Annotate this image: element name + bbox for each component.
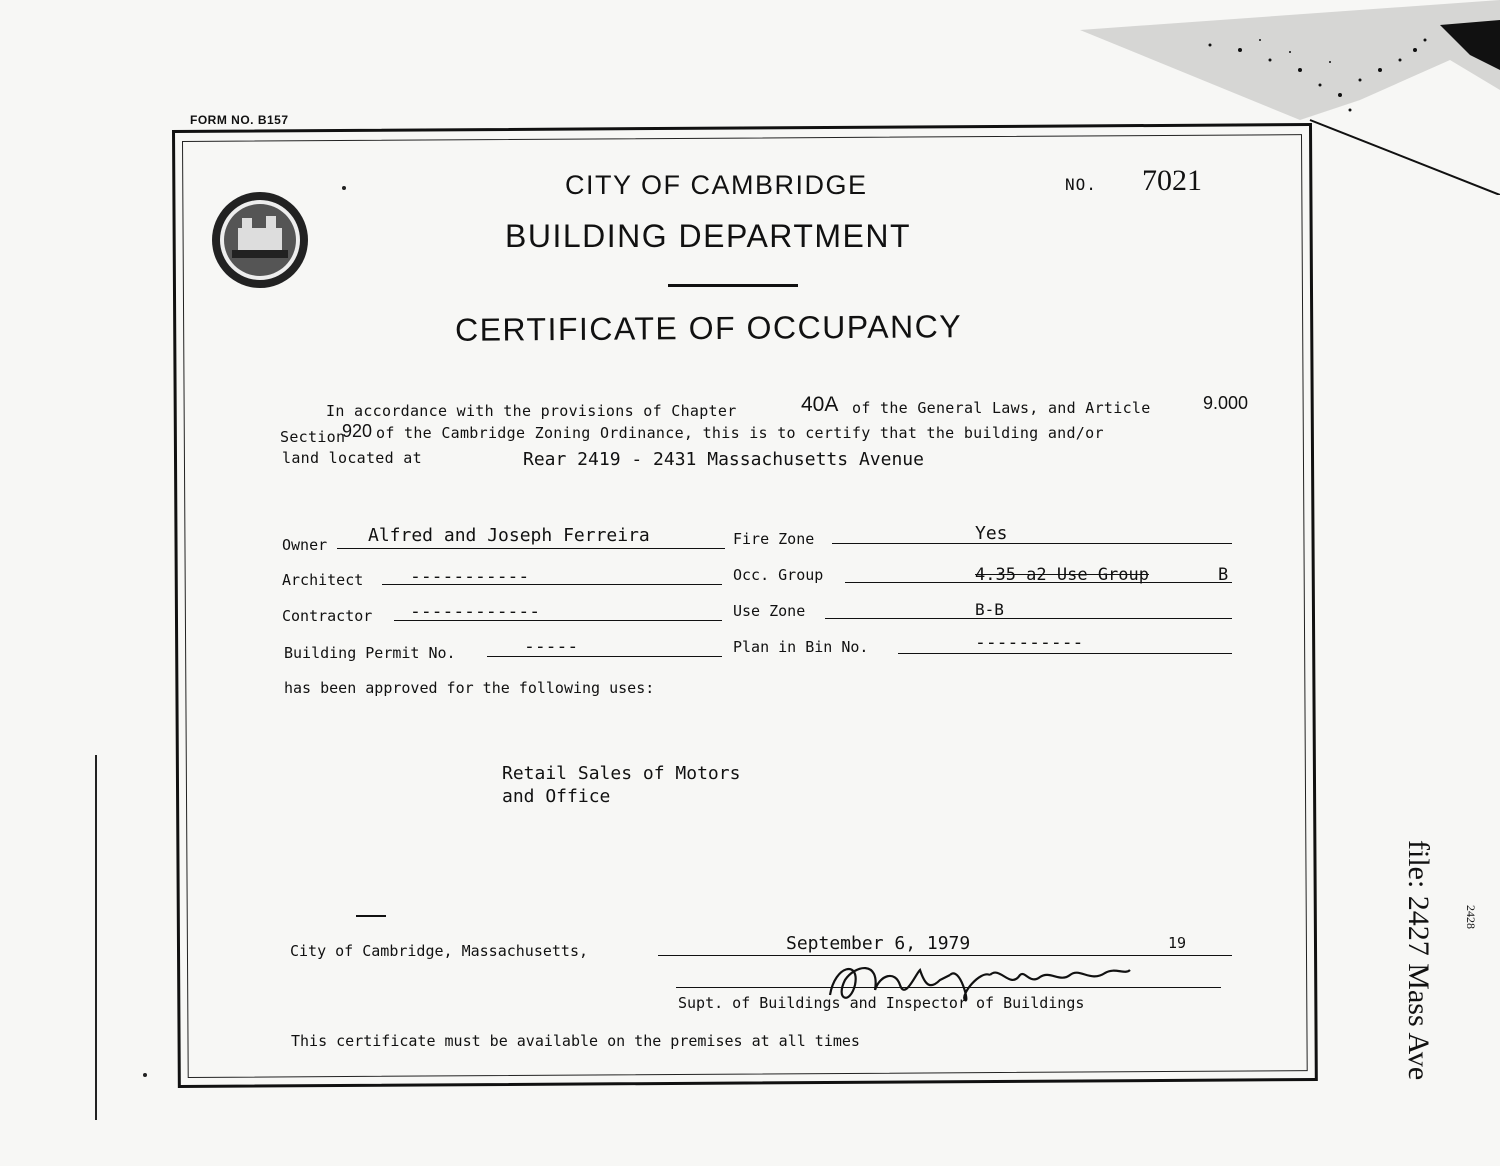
property-address: Rear 2419 - 2431 Massachusetts Avenue — [523, 449, 924, 470]
article-value: 9.000 — [1203, 393, 1249, 413]
section-value: 920 — [342, 421, 373, 441]
margin-small-note: 2428 — [1464, 905, 1478, 929]
owner-value: Alfred and Joseph Ferreira — [368, 525, 650, 546]
occ-group-label: Occ. Group — [733, 566, 824, 584]
stray-mark — [356, 915, 386, 917]
fire-zone-label: Fire Zone — [733, 530, 815, 548]
permit-line — [487, 656, 722, 657]
chapter-value: 40A — [801, 393, 839, 416]
department-heading: BUILDING DEPARTMENT — [505, 218, 912, 254]
plan-bin-value: ---------- — [975, 632, 1084, 653]
certificate-number: 7021 — [1142, 164, 1202, 197]
use-line-2: and Office — [502, 786, 611, 807]
intro-line-1a: In accordance with the provisions of Chapter — [326, 402, 737, 420]
architect-label: Architect — [282, 571, 364, 589]
place-text: City of Cambridge, Massachusetts, — [290, 942, 589, 960]
use-zone-value: B-B — [975, 600, 1004, 619]
signature-line — [676, 987, 1221, 988]
city-seal-icon — [210, 190, 310, 290]
contractor-line — [394, 620, 722, 621]
heading-divider — [668, 284, 798, 287]
form-number: FORM NO. B157 — [190, 113, 289, 127]
architect-value: ----------- — [410, 566, 530, 587]
availability-notice: This certificate must be available on the premises at all times — [291, 1032, 860, 1050]
margin-file-note: file: 2427 Mass Ave — [1402, 840, 1435, 1081]
owner-line — [337, 548, 725, 549]
plan-bin-label: Plan in Bin No. — [733, 638, 869, 656]
contractor-label: Contractor — [282, 607, 373, 625]
plan-bin-line — [898, 653, 1232, 654]
year-prefix: 19 — [1168, 934, 1187, 952]
use-zone-line — [825, 618, 1232, 619]
permit-label: Building Permit No. — [284, 644, 456, 662]
use-line-1: Retail Sales of Motors — [502, 763, 741, 784]
scan-left-edge-line — [95, 755, 97, 1120]
occ-group-value: B — [1218, 565, 1229, 585]
fire-zone-line — [832, 543, 1232, 544]
intro-line-2: of the Cambridge Zoning Ordinance, this is to certify that the building and/or — [376, 424, 1104, 442]
signature-title: Supt. of Buildings and Inspector of Buildings — [678, 994, 1085, 1012]
fire-zone-value: Yes — [975, 523, 1008, 544]
use-zone-label: Use Zone — [733, 602, 806, 620]
certificate-title: CERTIFICATE OF OCCUPANCY — [454, 308, 963, 348]
occ-group-struck: 4.35 a2 Use Group — [975, 565, 1149, 585]
contractor-value: ------------ — [410, 601, 541, 622]
approved-text: has been approved for the following uses: — [284, 679, 655, 697]
architect-line — [382, 584, 722, 585]
intro-line-3: land located at — [282, 449, 422, 467]
owner-label: Owner — [282, 536, 328, 554]
speck — [342, 186, 346, 190]
occ-group-line — [845, 582, 1232, 583]
issue-date: September 6, 1979 — [786, 933, 971, 954]
speck — [143, 1073, 147, 1077]
city-heading: CITY OF CAMBRIDGE — [565, 170, 868, 200]
permit-value: ----- — [524, 636, 579, 657]
intro-line-1b: of the General Laws, and Article — [852, 399, 1151, 417]
certificate-number-label: NO. — [1065, 175, 1097, 194]
section-label: Section — [280, 428, 346, 446]
